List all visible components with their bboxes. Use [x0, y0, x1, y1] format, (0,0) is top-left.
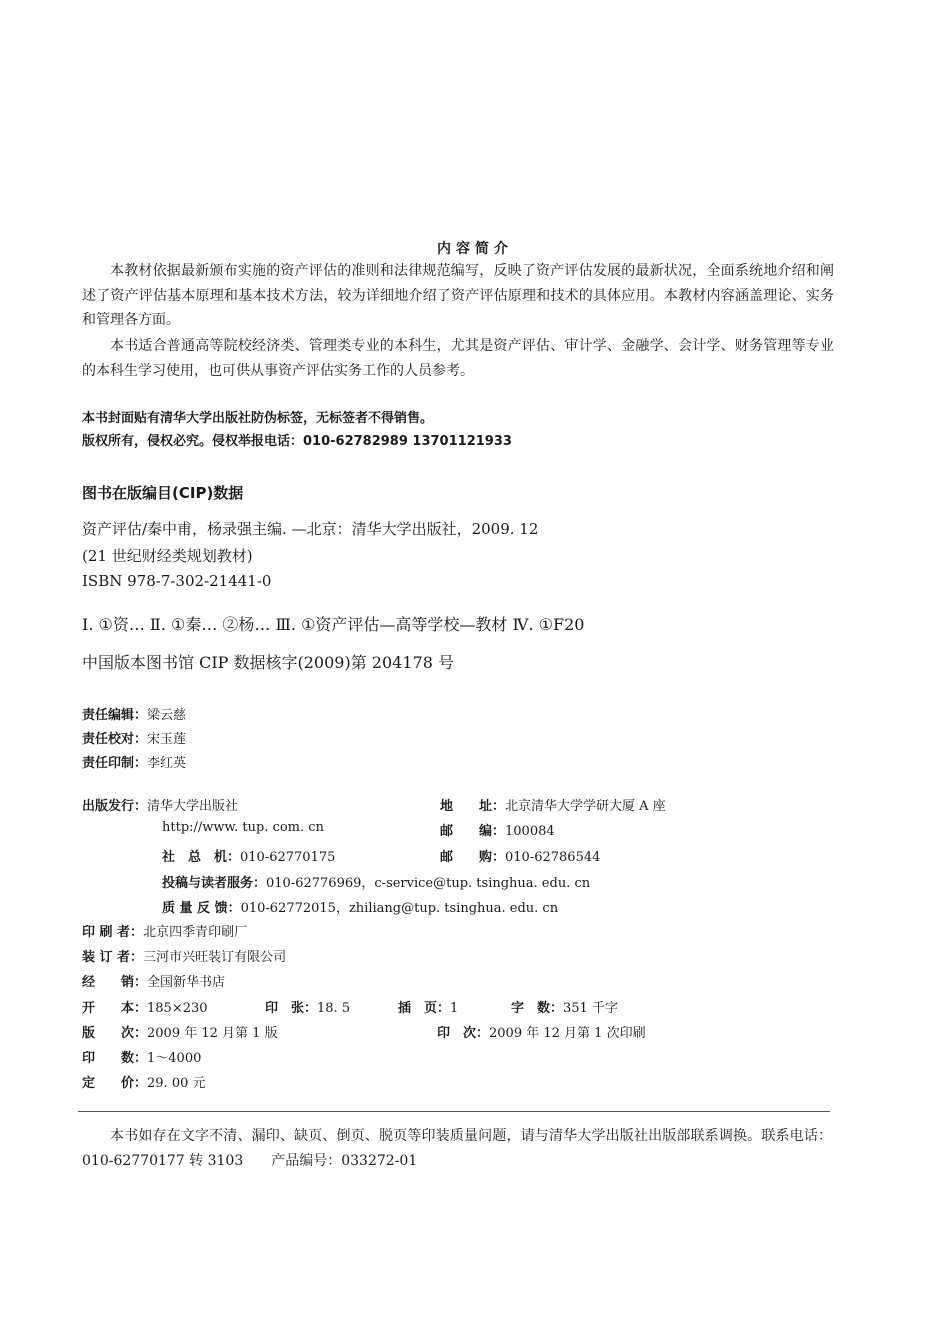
mail-order-label: 邮 购： — [440, 850, 506, 865]
proofreader-label: 责任校对： — [82, 732, 148, 747]
quality-feedback-value: 010-62772015，zhiliang@tup. tsinghua. edu. cn — [240, 901, 559, 916]
website-value: http://www. tup. com. cn — [162, 820, 324, 835]
quality-feedback-label: 质 量 反 馈： — [162, 901, 241, 916]
sheets-value: 18. 5 — [317, 1001, 351, 1016]
inserts-value: 1 — [450, 1001, 459, 1016]
address-value: 北京清华大学学研大厦 A 座 — [505, 799, 666, 814]
cip-title: 图书在版编目(CIP)数据 — [82, 484, 244, 502]
edition-label: 版 次： — [82, 1026, 148, 1041]
edition-row — [82, 1022, 278, 1041]
anti-counterfeit-notice: 本书封面贴有清华大学出版社防伪标签，无标签者不得销售。 — [82, 411, 434, 426]
mail-order-value: 010-62786544 — [505, 850, 601, 865]
copyright-notice: 版权所有，侵权必究。侵权举报电话：010-62782989 13701121933 — [82, 434, 512, 449]
publisher-label: 出版发行： — [82, 799, 148, 814]
format-row — [82, 997, 208, 1016]
binder-value: 三河市兴旺装订有限公司 — [143, 950, 287, 965]
printer-label: 印 刷 者： — [82, 925, 144, 940]
copies-label: 印 数： — [82, 1051, 148, 1066]
words-value: 351 千字 — [563, 1001, 618, 1016]
mail-order-row — [440, 846, 600, 865]
proofreader-value: 宋玉莲 — [147, 732, 187, 747]
copies-row — [82, 1047, 201, 1066]
editor-row — [82, 704, 186, 723]
printer-row — [82, 921, 247, 940]
inserts-row — [398, 997, 458, 1016]
sheets-label: 印 张： — [265, 1001, 318, 1016]
publisher-row — [82, 795, 238, 814]
address-label: 地 址： — [440, 799, 506, 814]
words-row — [511, 997, 618, 1016]
reader-service-value: 010-62776969，c-service@tup. tsinghua. edu. cn — [266, 876, 591, 891]
print-supervisor-value: 李红英 — [147, 756, 187, 771]
cip-line-series: (21 世纪财经类规划教材) — [82, 547, 253, 565]
quality-feedback-row — [162, 897, 558, 916]
footer-quality-notice: 本书如存在文字不清、漏印、缺页、倒页、脱页等印装质量问题，请与清华大学出版社出版部联系调换。联系电话：010-62770177 转 3103 产品编号：033272-01 — [82, 1128, 832, 1169]
printer-value: 北京四季青印刷厂 — [143, 925, 248, 940]
edition-value: 2009 年 12 月第 1 版 — [147, 1026, 278, 1041]
price-label: 定 价： — [82, 1076, 148, 1091]
address-row — [440, 795, 666, 814]
format-value: 185×230 — [147, 1001, 208, 1016]
postcode-value: 100084 — [505, 824, 555, 839]
cip-line-subjects: Ⅰ. ①资… Ⅱ. ①秦… ②杨… Ⅲ. ①资产评估—高等学校—教材 Ⅳ. ①F20 — [82, 615, 585, 634]
cip-line-isbn: ISBN 978-7-302-21441-0 — [82, 572, 272, 590]
price-value: 29. 00 元 — [147, 1076, 206, 1091]
cip-line-title: 资产评估/秦中甫，杨录强主编. —北京：清华大学出版社，2009. 12 — [82, 520, 539, 538]
distributor-value: 全国新华书店 — [147, 975, 226, 990]
postcode-row — [440, 820, 555, 839]
summary-paragraph-1: 本教材依据最新颁布实施的资产评估的准则和法律规范编写，反映了资产评估发展的最新状况，全面系统地介绍和阐述了资产评估基本原理和基本技术方法，较为详细地介绍了资产评估原理和技术的具体应用。本教材内容涵盖理论、实务和管理各方面。 — [82, 263, 834, 328]
binder-label: 装 订 者： — [82, 950, 144, 965]
editor-label: 责任编辑： — [82, 708, 148, 723]
reader-service-label: 投稿与读者服务： — [162, 876, 267, 891]
footer-divider — [78, 1111, 830, 1112]
copies-value: 1～4000 — [147, 1051, 202, 1066]
printing-label: 印 次： — [437, 1026, 490, 1041]
format-label: 开 本： — [82, 1001, 148, 1016]
switchboard-row — [162, 846, 335, 865]
proofreader-row — [82, 728, 186, 747]
distributor-label: 经 销： — [82, 975, 148, 990]
distributor-row — [82, 971, 225, 990]
price-row — [82, 1072, 206, 1091]
reader-service-row — [162, 872, 590, 891]
sheets-row — [265, 997, 350, 1016]
print-supervisor-label: 责任印制： — [82, 756, 148, 771]
binder-row — [82, 946, 286, 965]
switchboard-value: 010-62770175 — [240, 850, 336, 865]
printing-value: 2009 年 12 月第 1 次印刷 — [489, 1026, 646, 1041]
summary-paragraph-2: 本书适合普通高等院校经济类、管理类专业的本科生，尤其是资产评估、审计学、金融学、会计学、财务管理等专业的本科生学习使用，也可供从事资产评估实务工作的人员参考。 — [82, 338, 834, 379]
postcode-label: 邮 编： — [440, 824, 506, 839]
editor-value: 梁云慈 — [147, 708, 187, 723]
switchboard-label: 社 总 机： — [162, 850, 241, 865]
words-label: 字 数： — [511, 1001, 564, 1016]
summary-title: 内容简介 — [437, 241, 513, 257]
printing-row — [437, 1022, 646, 1041]
cip-line-record: 中国版本图书馆 CIP 数据核字(2009)第 204178 号 — [82, 653, 454, 672]
publisher-name: 清华大学出版社 — [147, 799, 239, 814]
print-supervisor-row — [82, 752, 186, 771]
inserts-label: 插 页： — [398, 1001, 451, 1016]
website-row — [162, 820, 324, 835]
